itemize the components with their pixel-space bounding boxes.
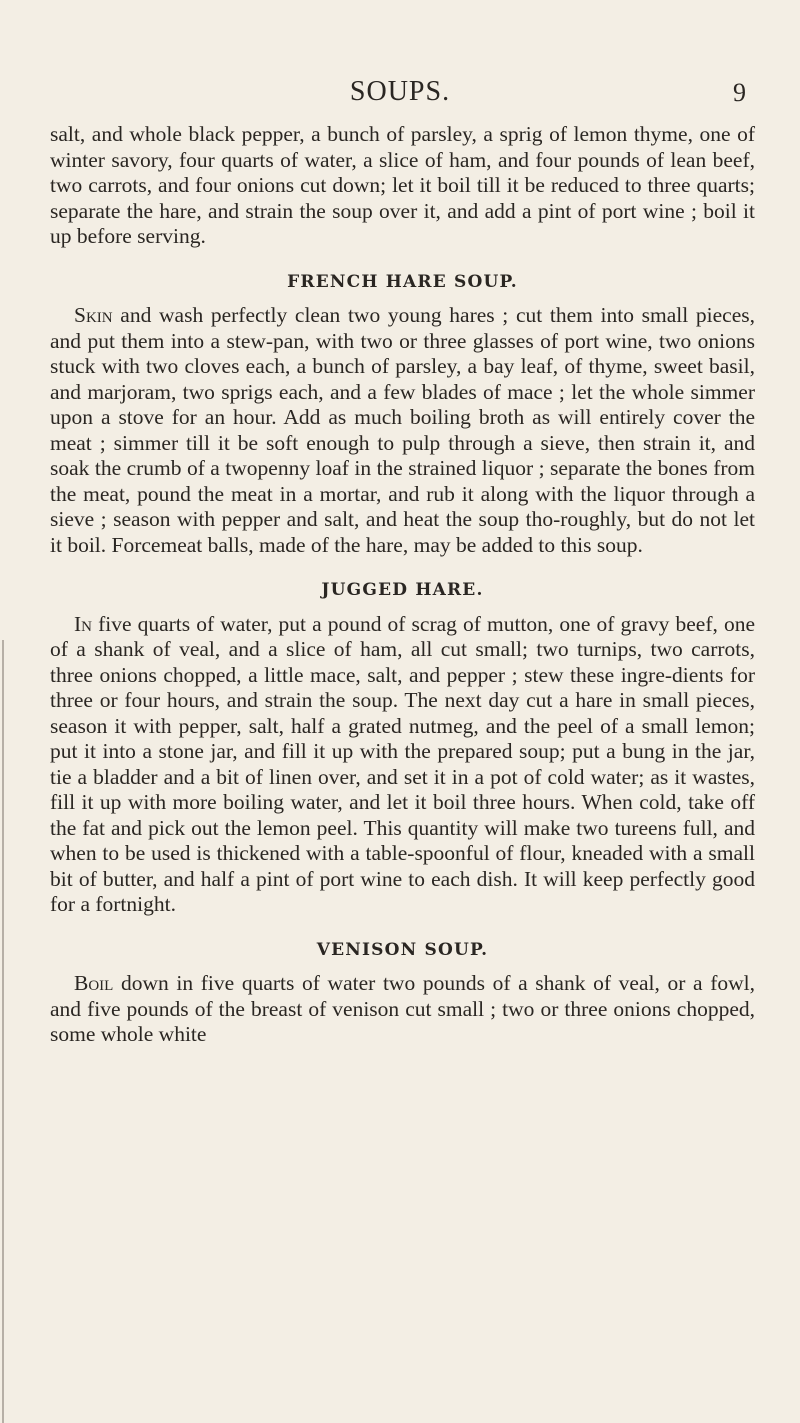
venison-soup-paragraph <box>50 971 755 1048</box>
jugged-hare-lead: In <box>74 611 92 636</box>
binding-edge-shadow <box>2 640 4 1423</box>
french-hare-soup-paragraph <box>50 303 755 558</box>
french-hare-text: and wash perfectly clean two young hares ; cut them into small pieces, and put them into a stew-pan, with two or three glasses of port wine, two onions stuck with two cloves each, a bunch of parsley, a bay leaf, of thyme, sweet basil, and marjoram, two sprigs each, and a few blades of mace ; let the whole simmer upon a stove for an hour. Add as much boiling broth as will entirely cover the meat ; simmer till it be soft enough to pulp through a sieve, then strain it, and soak the crumb of a twopenny loaf in the strained liquor ; separate the bones from the meat, pound the meat in a mortar, and rub it along with the liquor through a sieve ; season with pepper and salt, and heat the soup tho-roughly, but do not let it boil. Forcemeat balls, made of the hare, may be added to this soup. <box>50 303 755 557</box>
page-number: 9 <box>733 78 746 107</box>
body-text <box>50 122 755 1048</box>
venison-soup-heading: VENISON SOUP. <box>316 939 489 960</box>
jugged-hare-text: five quarts of water, put a pound of scrag of mutton, one of gravy beef, one of a shank of veal, and a slice of ham, all cut small; two turnips, two carrots, three onions chopped, a little mace, salt, and pepper ; stew these ingre-dients for three or four hours, and strain the soup. The next day cut a hare in small pieces, season it with pepper, salt, half a grated nutmeg, and the peel of a small lemon; put it into a stone jar, and fill it up with the prepared soup; put a bung in the jar, tie a bladder and a bit of linen over, and set it in a pot of cold water; as it wastes, fill it up with more boiling water, and let it boil three hours. When cold, take off the fat and pick out the lemon peel. This quantity will make two tureens full, and when to be used is thickened with a table-spoonful of flour, kneaded with a small bit of butter, and half a pint of port wine to each dish. It will keep perfectly good for a fortnight. <box>50 611 755 916</box>
venison-text: down in five quarts of water two pounds of a shank of veal, or a fowl, and five pounds of the breast of venison cut small ; two or three onions chopped, some whole white <box>50 971 755 1046</box>
intro-paragraph: salt, and whole black pepper, a bunch of parsley, a sprig of lemon thyme, one of winter savory, four quarts of water, a slice of ham, and four pounds of lean beef, two carrots, and four onions cut down; let it boil till it be reduced to three quarts; separate the hare, and strain the soup over it, and add a pint of port wine ; boil it up before serving. <box>50 122 755 248</box>
venison-lead: Boil <box>74 971 114 995</box>
running-title: SOUPS. <box>349 76 451 107</box>
jugged-hare-heading: JUGGED HARE. <box>321 580 484 600</box>
page-header <box>0 76 800 116</box>
french-hare-soup-heading: FRENCH HARE SOUP. <box>287 271 518 292</box>
jugged-hare-paragraph <box>50 612 755 918</box>
french-hare-lead: Skin <box>74 303 113 327</box>
